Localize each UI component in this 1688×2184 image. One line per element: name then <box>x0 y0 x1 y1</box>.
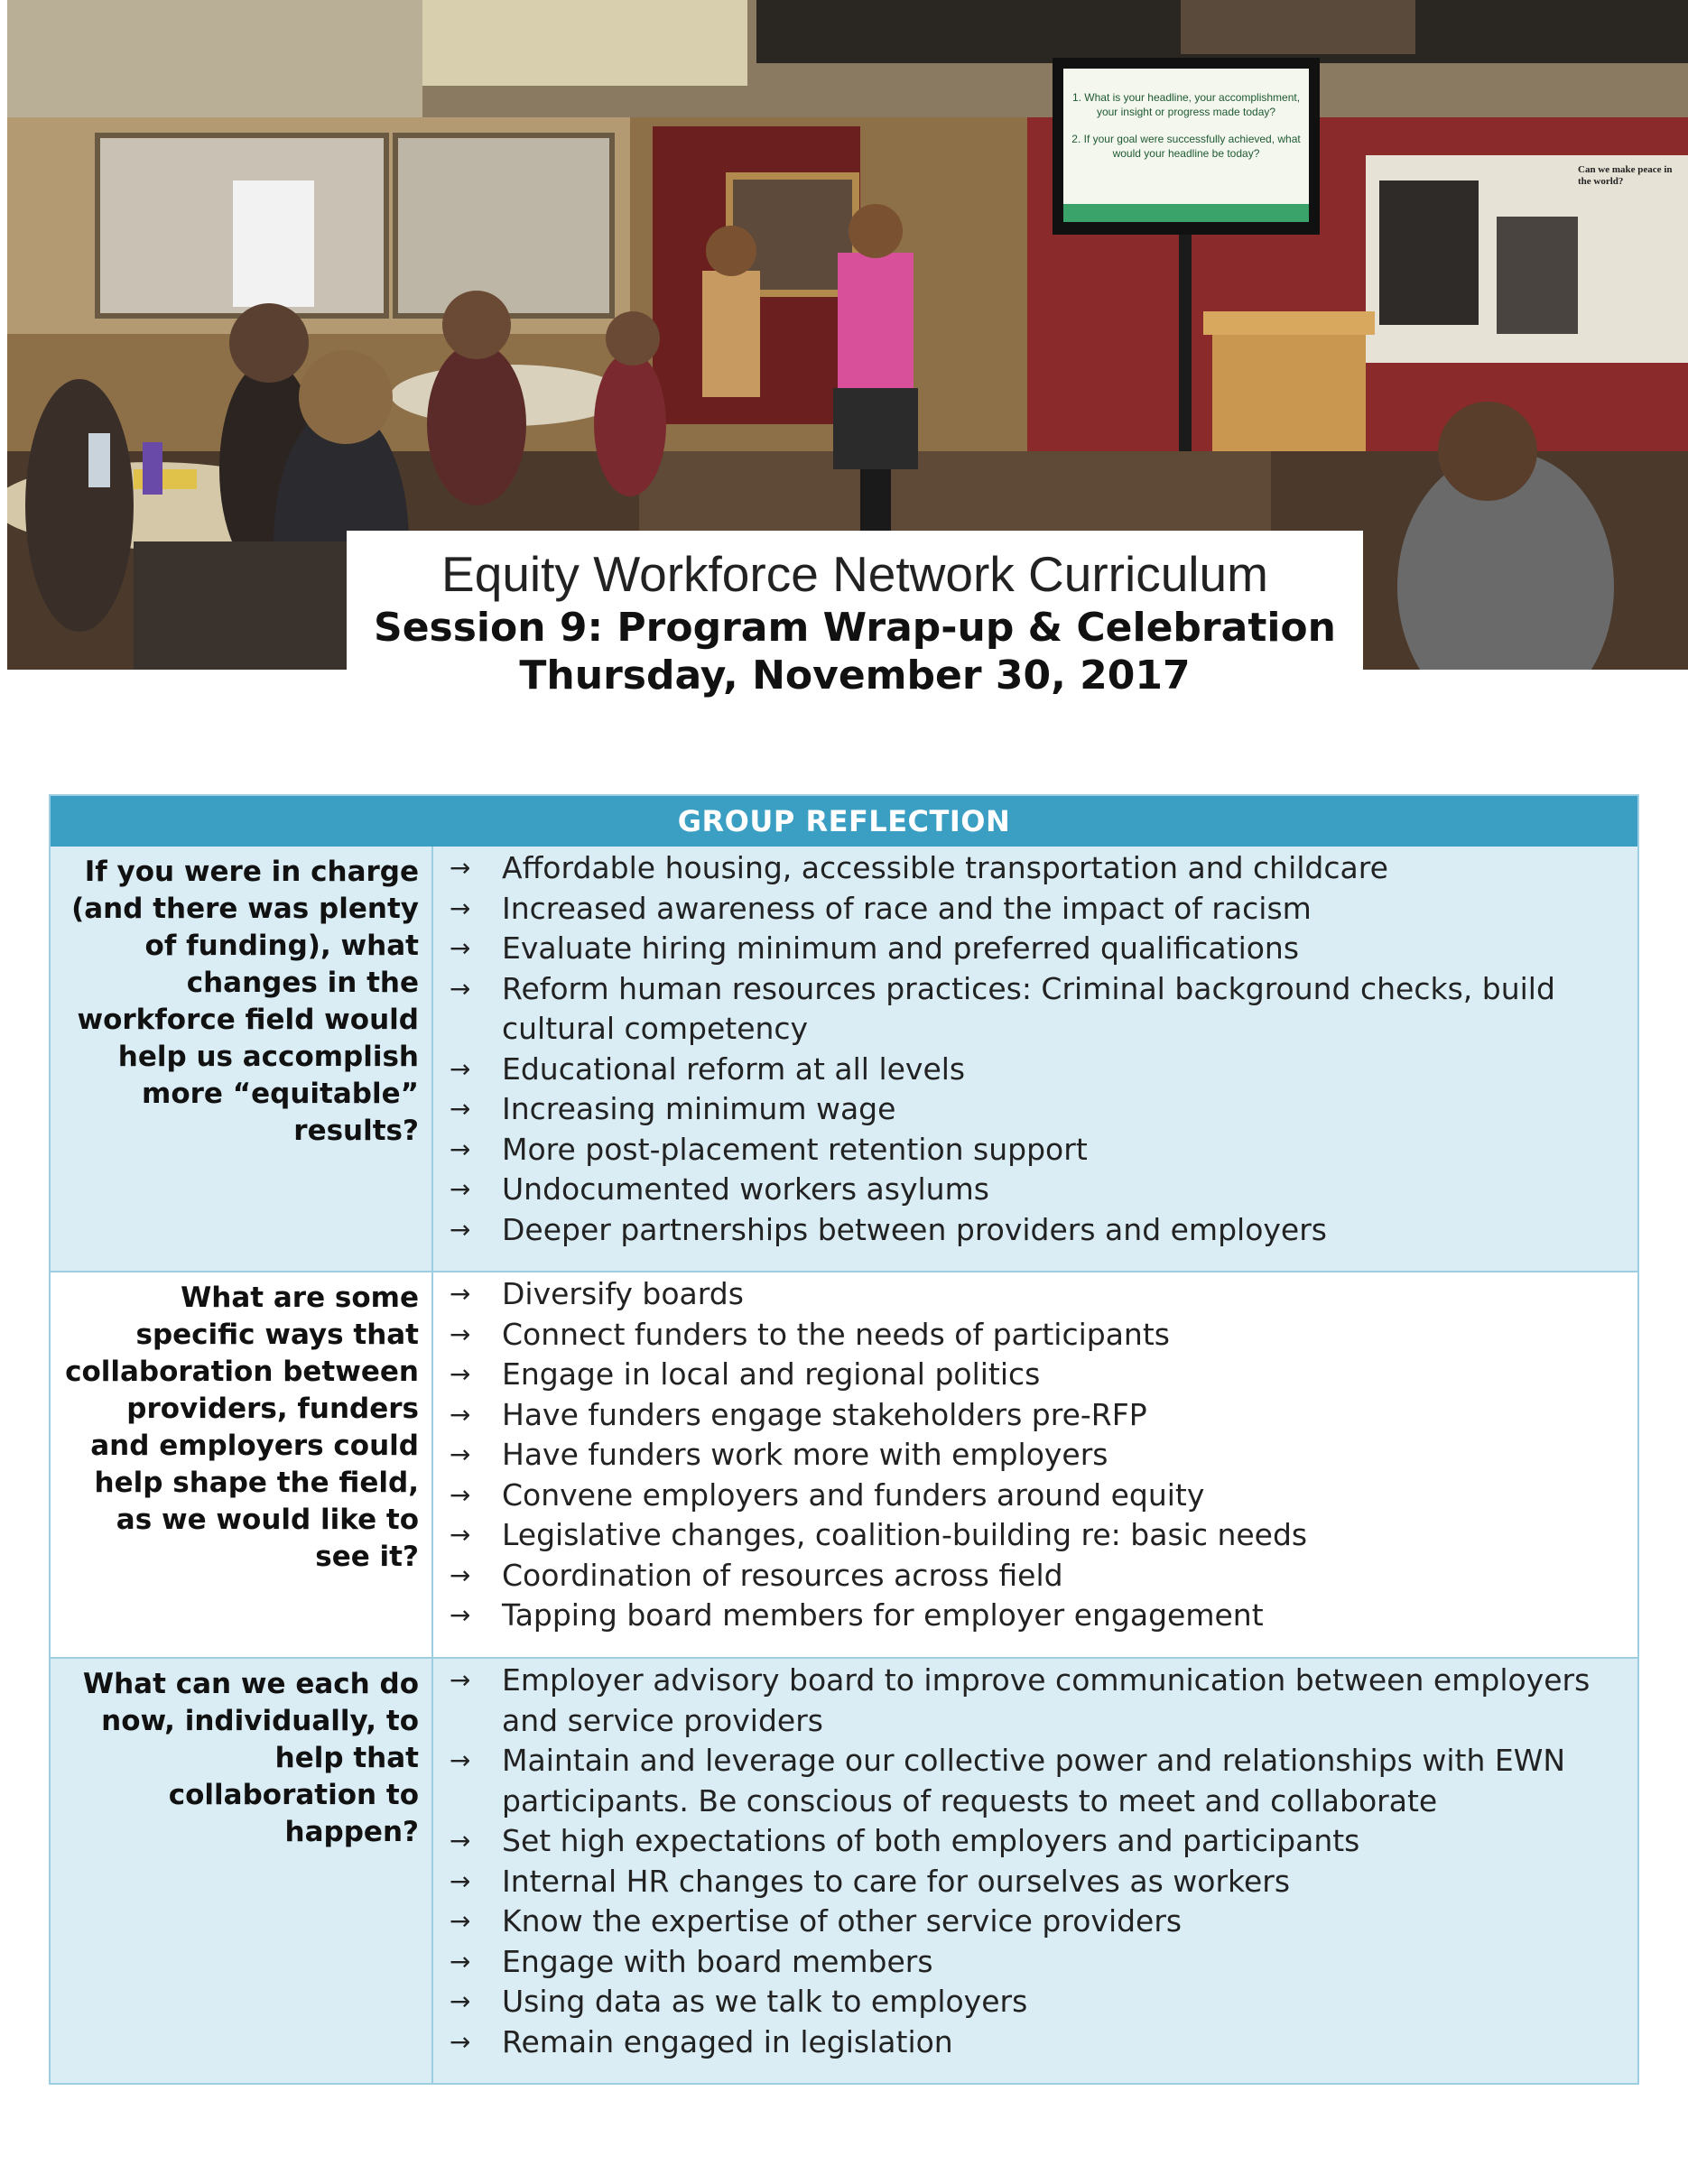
arrow-right-icon: → <box>450 1094 471 1124</box>
answer-text: Connect funders to the needs of participants <box>502 1316 1170 1352</box>
answer-item <box>446 1210 1601 1251</box>
answer-text: Engage with board members <box>502 1943 933 1979</box>
arrow-right-icon: → <box>450 893 471 923</box>
reflection-rows <box>51 847 1637 2083</box>
reflection-answers <box>433 847 1637 1271</box>
arrow-right-icon: → <box>450 1520 471 1550</box>
attendee <box>427 343 526 505</box>
reflection-answers <box>433 1659 1637 2083</box>
arrow-right-icon: → <box>450 1279 471 1309</box>
wall-notes-board <box>422 0 747 86</box>
answer-item <box>446 1476 1601 1516</box>
arrow-right-icon: → <box>450 973 471 1004</box>
reflection-row <box>51 1271 1637 1657</box>
arrow-right-icon: → <box>450 1665 471 1695</box>
arrow-right-icon: → <box>450 1745 471 1775</box>
session-date: Thursday, November 30, 2017 <box>519 652 1191 699</box>
answer-item <box>446 1902 1601 1942</box>
answer-text: Set high expectations of both employers and participants <box>502 1823 1360 1858</box>
arrow-right-icon: → <box>450 1134 471 1164</box>
answer-item <box>446 1862 1601 1902</box>
answer-text: Coordination of resources across field <box>502 1557 1063 1593</box>
poster-title: Can we make peace in the world? <box>1578 164 1673 187</box>
answer-item <box>446 1274 1601 1315</box>
attendee <box>25 379 134 632</box>
fridge <box>233 180 314 307</box>
answer-item <box>446 1942 1601 1983</box>
arrow-right-icon: → <box>450 1826 471 1855</box>
arrow-right-icon: → <box>450 1479 471 1510</box>
answer-text: Internal HR changes to care for ourselves as workers <box>502 1863 1291 1899</box>
group-reflection-table <box>49 794 1639 2085</box>
arrow-right-icon: → <box>450 1053 471 1084</box>
answer-item <box>446 1821 1601 1862</box>
answer-item <box>446 889 1601 930</box>
answer-item <box>446 1130 1601 1171</box>
answer-text: Engage in local and regional politics <box>502 1356 1041 1392</box>
answer-text: Employer advisory board to improve communication between employers and service providers <box>502 1662 1591 1738</box>
answer-text: Legislative changes, coalition-building re: basic needs <box>502 1517 1308 1552</box>
answer-item <box>446 969 1601 1050</box>
session-title: Session 9: Program Wrap-up & Celebration <box>374 605 1336 651</box>
answer-item <box>446 1515 1601 1556</box>
answer-text: Affordable housing, accessible transportation and childcare <box>502 850 1388 885</box>
answer-item <box>446 1050 1601 1090</box>
answer-text: Evaluate hiring minimum and preferred qualifications <box>502 930 1300 966</box>
answer-item <box>446 1089 1601 1130</box>
arrow-right-icon: → <box>450 1865 471 1896</box>
answer-text: Tapping board members for employer engagement <box>502 1597 1264 1633</box>
answer-text: Undocumented workers asylums <box>502 1171 989 1207</box>
screen-line-2: 2. If your goal were successfully achieved, what would your headline be today? <box>1071 133 1301 160</box>
answer-item <box>446 1170 1601 1210</box>
reflection-question: What can we each do now, individually, to help that collaboration to happen? <box>51 1659 433 2083</box>
answer-text: Have funders engage stakeholders pre-RFP <box>502 1396 1147 1432</box>
answer-item <box>446 1556 1601 1596</box>
reflection-question: If you were in charge (and there was plenty of funding), what changes in the workforce field would help us accomplish more “equitable” results? <box>51 847 433 1271</box>
answer-item <box>446 1661 1601 1741</box>
answer-item <box>446 1982 1601 2022</box>
reflection-row <box>51 1657 1637 2083</box>
answer-text: Convene employers and funders around equity <box>502 1476 1205 1513</box>
arrow-right-icon: → <box>450 1214 471 1245</box>
answer-text: Educational reform at all levels <box>502 1050 966 1087</box>
title-block <box>347 531 1363 708</box>
presenter-left <box>702 271 760 397</box>
arrow-right-icon: → <box>450 1600 471 1630</box>
answer-item <box>446 1355 1601 1395</box>
screen-text <box>1071 90 1302 161</box>
answer-text: Remain engaged in legislation <box>502 2023 953 2059</box>
arrow-right-icon: → <box>450 1946 471 1976</box>
answer-item <box>446 2022 1601 2063</box>
reflection-question: What are some specific ways that collaboration between providers, funders and employers could help shape the field, as we would like to see it? <box>51 1272 433 1657</box>
answer-text: Have funders work more with employers <box>502 1437 1108 1472</box>
wall-collage-left <box>7 0 422 117</box>
arrow-right-icon: → <box>450 1906 471 1936</box>
arrow-right-icon: → <box>450 1319 471 1349</box>
answer-text: Increasing minimum wage <box>502 1091 896 1126</box>
answer-text: Diversify boards <box>502 1276 744 1311</box>
answer-item <box>446 929 1601 969</box>
answer-text: Maintain and leverage our collective power and relationships with EWN participants. Be conscious of requests to meet and collaborate <box>502 1743 1566 1818</box>
arrow-right-icon: → <box>450 1399 471 1430</box>
answer-text: Know the expertise of other service providers <box>502 1903 1183 1939</box>
reflection-answers <box>433 1272 1637 1657</box>
curriculum-title: Equity Workforce Network Curriculum <box>441 546 1268 602</box>
answer-item <box>446 1596 1601 1636</box>
attendee <box>594 352 666 496</box>
answer-text: Deeper partnerships between providers and employers <box>502 1211 1327 1247</box>
water-bottle <box>88 433 110 487</box>
answer-item <box>446 848 1601 889</box>
screen-line-1: 1. What is your headline, your accomplishment, your insight or progress made today? <box>1071 91 1301 118</box>
water-bottle <box>143 442 162 495</box>
arrow-right-icon: → <box>450 2026 471 2057</box>
answer-item <box>446 1315 1601 1356</box>
group-reflection-heading: GROUP REFLECTION <box>51 796 1637 847</box>
answer-text: Increased awareness of race and the impact of racism <box>502 890 1312 926</box>
presenter-main <box>838 253 914 388</box>
arrow-right-icon: → <box>450 933 471 963</box>
arrow-right-icon: → <box>450 853 471 883</box>
arrow-right-icon: → <box>450 1174 471 1204</box>
answer-item <box>446 1395 1601 1436</box>
reflection-row <box>51 847 1637 1271</box>
answer-item <box>446 1435 1601 1476</box>
answer-text: More post-placement retention support <box>502 1131 1088 1167</box>
arrow-right-icon: → <box>450 1559 471 1590</box>
arrow-right-icon: → <box>450 1439 471 1469</box>
arrow-right-icon: → <box>450 1359 471 1389</box>
answer-text: Reform human resources practices: Criminal background checks, build cultural competency <box>502 970 1555 1046</box>
display-case-right <box>395 135 612 316</box>
arrow-right-icon: → <box>450 1986 471 2016</box>
answer-text: Using data as we talk to employers <box>502 1984 1028 2019</box>
answer-item <box>446 1741 1601 1821</box>
